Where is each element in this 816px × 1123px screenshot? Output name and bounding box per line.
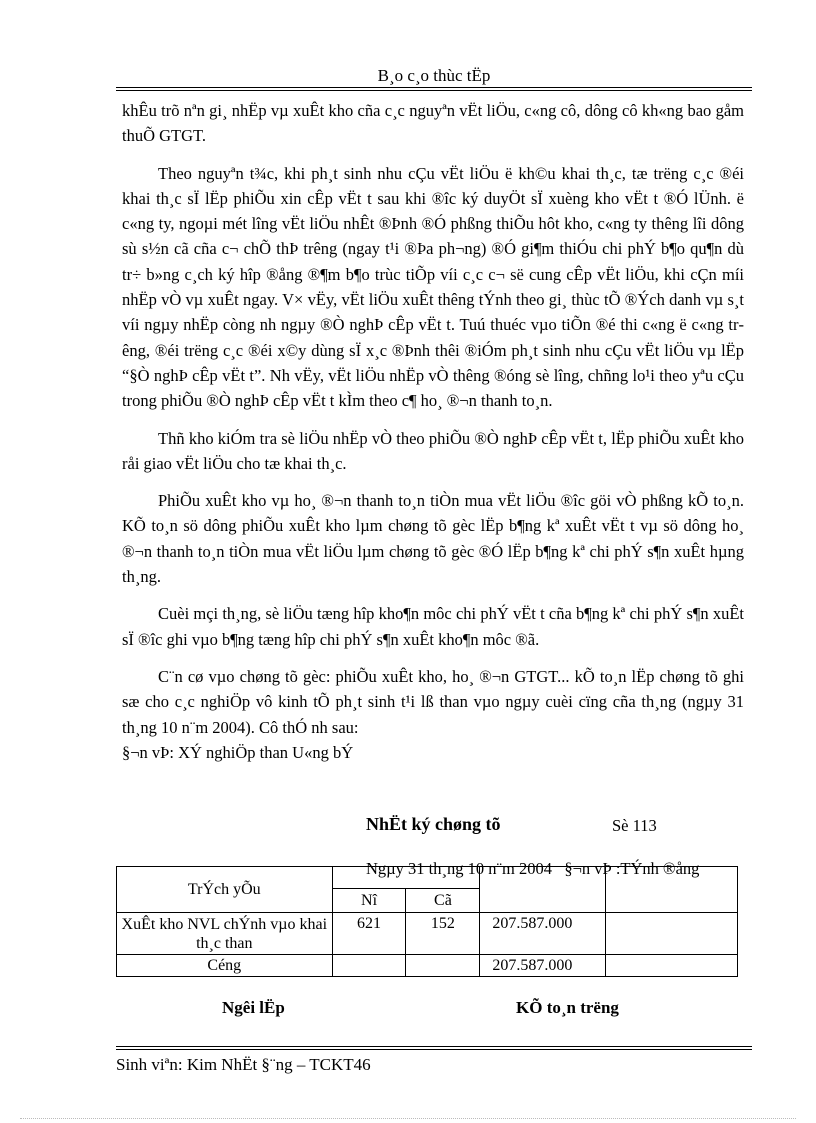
header-rule — [116, 87, 752, 88]
total-debit — [332, 955, 406, 977]
footer-rule — [116, 1046, 752, 1047]
paragraph-storekeeper: Thñ kho kiÓm tra sè liÖu nhËp vÒ theo phiÕu ®Ò nghÞ cÊp vËt t, lËp phiÕu xuÊt kho råi giao vËt liÖu cho tæ khai th¸c. — [122, 428, 744, 473]
journal-date: Ngµy 31 th¸ng 10 n¨m 2004 — [366, 859, 552, 878]
footer-rule-secondary — [116, 1049, 752, 1050]
signature-chief-accountant: KÕ to¸n trëng — [516, 998, 619, 1017]
header-note — [606, 867, 738, 913]
paragraph-basis: C¨n cø vµo chøng tõ gèc: phiÕu xuÊt kho, ho¸ ®¬n GTGT... kÕ to¸n lËp chøng tõ ghi sæ cho c¸c nghiÖp vô kinh tÕ ph¸t sinh t¹i lß than vµo ngµy cuèi cïng cña th¸ng (ngµy 31 th¸ng 10 n¨m 2004). Cô thÓ nh sau: — [122, 666, 744, 737]
page-bottom-edge — [20, 1118, 796, 1119]
signature-preparer: Ngêi lËp — [222, 998, 285, 1017]
journal-unit: §¬n vÞ :TÝnh ®ång — [564, 859, 700, 878]
header-amount — [480, 867, 606, 913]
journal-table — [116, 866, 738, 977]
total-credit — [406, 955, 480, 977]
table-row — [117, 913, 738, 955]
body-text — [122, 98, 744, 765]
header-summary: TrÝch yÕu — [117, 867, 333, 913]
row-summary: XuÊt kho NVL chÝnh vµo khai th¸c than — [117, 913, 333, 955]
journal-number: Sè 113 — [612, 816, 657, 835]
row-debit: 621 — [332, 913, 406, 955]
footer-author: Sinh viªn: Kim NhËt §¨ng – TCKT46 — [116, 1055, 371, 1074]
paragraph-principle: Theo nguyªn t¾c, khi ph¸t sinh nhu cÇu vËt liÖu ë kh©u khai th¸c, tæ trëng c¸c ®éi khai th¸c sÏ lËp phiÕu xin cÊp vËt t sau khi ®îc ký duyÖt sÏ xuèng kho vËt t ®Ó lÜnh. ë c«ng ty, ngoµi mét lîng vËt liÖu nhÊt ®Þnh ®Ó phßng thiÕu hôt kho, c«ng ty thêng lîi dông sù s½n cã cña c¬ chÕ thÞ trêng (ngay t¹i ®Þa ph¬ng) ®Ó gi¶m thiÓu chi phÝ b¶o qu¶n dù tr÷ b»ng c¸ch ký hîp ®ång ®¶m b¶o trùc tiÕp víi c¸c c¬ së cung cÊp vËt liÖu, khi cÇn míi nhËp vÒ vµ xuÊt ngay. V× vËy, vËt liÖu xuÊt thêng tÝnh theo gi¸ thùc tÕ ®Ých danh vµ s¸t víi ngµy nhËp còng nh ngµy ®Ò nghÞ cÊp vËt t. Tuú thuéc vµo tiÕn ®é thi c«ng ë c«ng trêng, ®éi trëng c¸c ®éi x©y dùng sÏ x¸c ®Þnh thêi ®iÓm ph¸t sinh nhu cÇu vËt liÖu vµ lËp “§Ò nghÞ cÊp vËt t”. Nh vËy, vËt liÖu nhËp vÒ thêng ®óng sè lîng, chñng lo¹i theo yªu cÇu trong phiÕu ®Ò nghÞ cÊp vËt t kÌm theo c¶ ho¸ ®¬n thanh to¸n. — [122, 163, 744, 411]
total-note — [606, 955, 738, 977]
row-amount: 207.587.000 — [480, 913, 606, 955]
header-rule-secondary — [116, 90, 752, 91]
header-debit: Nî — [332, 889, 406, 913]
total-amount: 207.587.000 — [480, 955, 606, 977]
paragraph-month-end: Cuèi mçi th¸ng, sè liÖu tæng hîp kho¶n môc chi phÝ vËt t cña b¶ng kª chi phÝ s¶n xuÊt sÏ ®îc ghi vµo b¶ng tæng hîp chi phÝ s¶n xuÊt kho¶n môc ®ã. — [122, 604, 744, 649]
header-account — [332, 867, 480, 889]
table-header-row — [117, 867, 738, 889]
journal-title: NhËt ký chøng tõ — [366, 814, 501, 834]
paragraph-intro: khÊu trõ nªn gi¸ nhËp vµ xuÊt kho cña c¸c nguyªn vËt liÖu, c«ng cô, dông cô kh«ng bao gåm thuÕ GTGT. — [122, 101, 744, 146]
page-header-title: B¸o c¸o thùc tËp — [377, 66, 491, 85]
total-label: Céng — [117, 955, 333, 977]
row-credit: 152 — [406, 913, 480, 955]
header-credit: Cã — [406, 889, 480, 913]
row-note — [606, 913, 738, 955]
unit-line: §¬n vÞ: XÝ nghiÖp than U«ng bÝ — [122, 742, 354, 762]
paragraph-invoice: PhiÕu xuÊt kho vµ ho¸ ®¬n thanh to¸n tiÒn mua vËt liÖu ®îc göi vÒ phßng kÕ to¸n. KÕ to¸n sö dông phiÕu xuÊt kho lµm chøng tõ gèc lËp b¶ng kª xuÊt vËt t vµ sö dông ho¸ ®¬n thanh to¸n tiÒn mua vËt liÖu lµm chøng tõ gèc ®Ó lËp b¶ng kª chi phÝ s¶n xuÊt hµng th¸ng. — [122, 491, 744, 587]
table-total-row — [117, 955, 738, 977]
